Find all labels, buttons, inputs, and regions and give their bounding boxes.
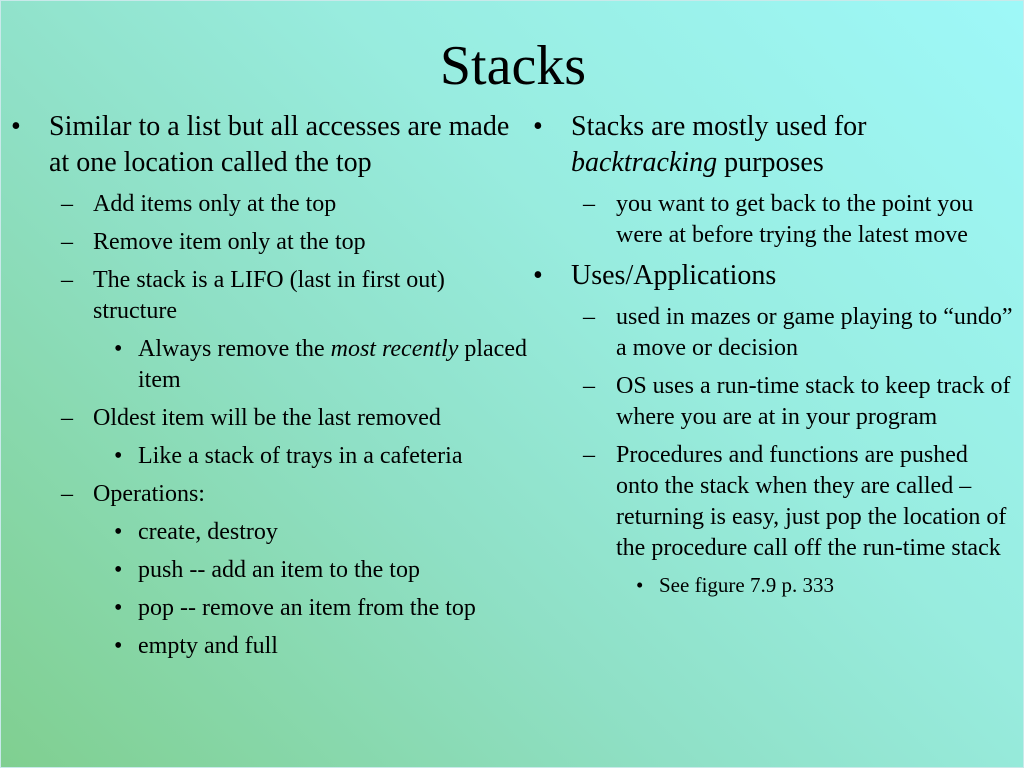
item-text: Similar to a list but all accesses are made at one location called the top — [49, 111, 510, 178]
text-run: purposes — [717, 147, 824, 178]
sub-list — [93, 441, 529, 472]
list-item — [1, 189, 529, 220]
sub-list — [49, 189, 529, 662]
bullet-marker: • — [636, 573, 644, 597]
item-text: The stack is a LIFO (last in first out) structure — [93, 267, 445, 324]
sub-list — [571, 302, 1015, 599]
dash-marker: – — [583, 373, 595, 399]
bullet-marker: • — [114, 336, 123, 362]
text-run: Always remove the — [138, 336, 331, 362]
list-item — [525, 371, 1015, 433]
text-run: Stacks are mostly used for — [571, 111, 867, 142]
item-text: create, destroy — [138, 519, 278, 545]
list-item — [1, 593, 529, 624]
list-item — [1, 517, 529, 548]
list-item — [1, 555, 529, 586]
list-item — [1, 441, 529, 472]
list-item — [1, 479, 529, 662]
bullet-marker: • — [533, 111, 543, 142]
item-text: Like a stack of trays in a cafeteria — [138, 443, 463, 469]
item-text: OS uses a run-time stack to keep track of where you are at in your program — [616, 373, 1011, 430]
item-text: Uses/Applications — [571, 260, 777, 291]
dash-marker: – — [61, 191, 73, 217]
list-item — [525, 109, 1015, 251]
bullet-marker: • — [114, 557, 123, 583]
sub-list — [93, 334, 529, 396]
item-text: push -- add an item to the top — [138, 557, 420, 583]
item-text: pop -- remove an item from the top — [138, 595, 476, 621]
sub-list — [93, 517, 529, 662]
item-text: Operations: — [93, 481, 205, 507]
list-item — [525, 258, 1015, 599]
bullet-marker: • — [533, 260, 543, 291]
list-item — [525, 571, 1015, 599]
list-item — [1, 631, 529, 662]
item-text: Remove item only at the top — [93, 229, 366, 255]
item-text: Oldest item will be the last removed — [93, 405, 441, 431]
list-item — [525, 302, 1015, 364]
slide-title: Stacks — [439, 35, 587, 97]
item-text: Add items only at the top — [93, 191, 337, 217]
item-text: used in mazes or game playing to “undo” a move or decision — [616, 304, 1013, 361]
item-text — [571, 111, 867, 178]
emphasis-text: backtracking — [571, 147, 718, 178]
item-text: empty and full — [138, 633, 278, 659]
dash-marker: – — [61, 229, 73, 255]
bullet-marker: • — [114, 595, 123, 621]
list-item — [525, 440, 1015, 599]
list-item — [1, 227, 529, 258]
bullet-marker: • — [114, 519, 123, 545]
dash-marker: – — [583, 191, 595, 217]
list-item — [1, 334, 529, 396]
left-column — [1, 109, 529, 669]
item-text: See figure 7.9 p. 333 — [659, 573, 834, 597]
dash-marker: – — [61, 267, 73, 293]
list-item — [525, 189, 1015, 251]
list-item — [1, 109, 529, 662]
sub-list — [571, 189, 1015, 251]
bullet-marker: • — [11, 111, 21, 142]
bullet-marker: • — [114, 633, 123, 659]
sub-list — [616, 571, 1015, 599]
item-text: Procedures and functions are pushed onto the stack when they are called – returning is easy, just pop the location of the procedure call off the run-time stack — [616, 442, 1007, 561]
emphasis-text: most recently — [330, 336, 459, 362]
right-column — [525, 109, 1015, 606]
bullet-marker: • — [114, 443, 123, 469]
text-run: placed item — [138, 336, 527, 393]
list-item — [1, 403, 529, 472]
list-item — [1, 265, 529, 396]
item-text — [138, 336, 527, 393]
dash-marker: – — [61, 405, 73, 431]
dash-marker: – — [61, 481, 73, 507]
dash-marker: – — [583, 304, 595, 330]
item-text: you want to get back to the point you were at before trying the latest move — [616, 191, 974, 248]
dash-marker: – — [583, 442, 595, 468]
